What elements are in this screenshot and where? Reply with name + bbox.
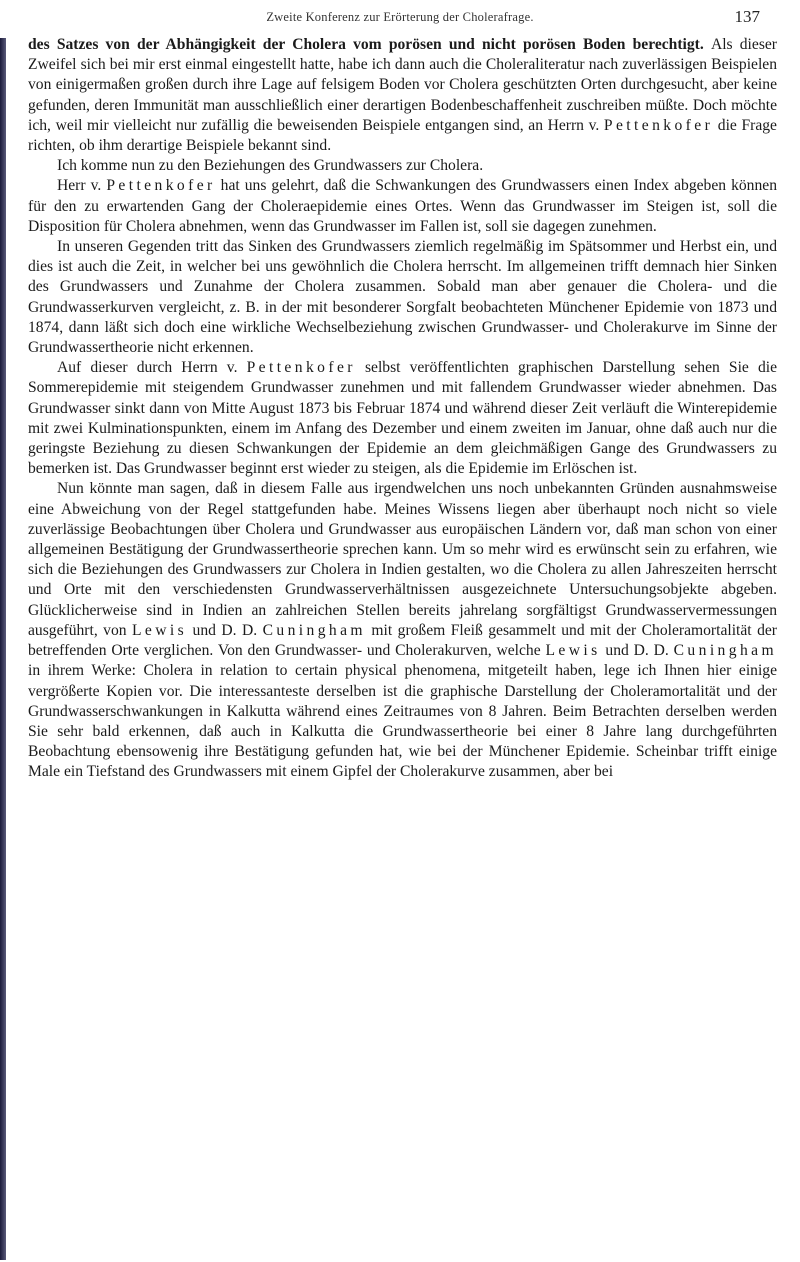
bold-phrase: des Satzes von der Abhängigkeit der Cholera vom porösen und nicht porösen Boden berechtigt. (28, 36, 711, 53)
text-run: und D. D. (187, 621, 263, 639)
text-run: hat uns gelehrt, daß die Schwankungen des Grundwassers einen Index abgeben können für den zu erwartenden Gang der Choleraepidemie eines Ortes. Wenn das Grundwasser im Steigen ist, soll die Disposition für Cholera abnehmen, wenn das Grundwasser im Fallen ist, soll sie dagegen zunehmen. (28, 177, 777, 235)
paragraph (28, 156, 777, 176)
spaced-name: Pettenkofer (603, 116, 714, 134)
spaced-name: Cuningham (262, 621, 366, 639)
page-number: 137 (734, 7, 760, 26)
text-run: Herr v. (57, 177, 107, 195)
text-run: Ich komme nun zu den Beziehungen des Grundwassers zur Cholera. (57, 157, 484, 175)
spaced-name: Pettenkofer (106, 177, 216, 195)
spaced-name: Lewis (132, 621, 188, 639)
text-run: und D. D. (600, 642, 674, 660)
text-run: die Frage richten, ob ihm derartige Beispiele bekannt sind. (28, 116, 777, 155)
spaced-name: Pettenkofer (246, 359, 356, 377)
body-text (28, 35, 777, 783)
paragraph (28, 176, 777, 237)
spaced-name: Cuningham (673, 642, 777, 660)
text-run: Nun könnte man sagen, daß in diesem Falle aus irgendwelchen uns noch unbekannten Gründen ausnahmsweise eine Abweichung von der Regel stattgefunden habe. Meines Wissens liegen aber überhaupt noch nicht so viele zuverlässige Beobachtungen über Cholera und Grundwasser aus europäischen Ländern vor, daß man schon von einer allgemeinen Bestätigung der Grundwassertheorie sprechen kann. Um so mehr wird es erwünscht sein zu erfahren, wie sich die Beziehungen des Grundwassers zur Cholera in Indien gestalten, wo die Cholera zu allen Jahreszeiten herrscht und Orte mit den verschiedensten Grundwasserverhältnissen ausgezeichnete Untersuchungsobjekte abgeben. Glücklicherweise sind in Indien an zahlreichen Stellen bereits jahrelang sorgfältigst Grundwasservermessungen ausgeführt, von (28, 480, 777, 639)
page-header (40, 7, 760, 32)
spaced-name: Lewis (545, 642, 601, 660)
text-run: mit großem Fleiß gesammelt und mit der Choleramortalität der betreffenden Orte verglichen. Von den Grundwasser- und Cholerakurven, welche (28, 621, 777, 660)
paragraph (28, 479, 777, 782)
paragraph (28, 35, 777, 156)
text-run: selbst veröffentlichten graphischen Darstellung sehen Sie die Sommerepidemie mit steigendem Grundwasser zunehmen und mit fallendem Grundwasser wieder abnehmen. Das Grundwasser sinkt dann von Mitte August 1873 bis Februar 1874 und während dieser Zeit verläuft die Winterepidemie mit zwei Kulminationspunkten, einem im Anfang des Dezember und einem zweiten im Januar, ohne daß auch nur die geringste Beziehung zu diesen Schwankungen der Epidemie an dem gleichmäßigen Gange des Grundwassers zu bemerken ist. Das Grundwasser beginnt erst wieder zu steigen, als die Epidemie im Erlöschen ist. (28, 359, 777, 478)
text-run: in ihrem Werke: Cholera in relation to certain physical phenomena, mitgeteilt haben, lege ich Ihnen hier einige vergrößerte Kopien vor. Die interessanteste derselben ist die graphische Darstellung der Choleramortalität und der Grundwasserschwankungen in Kalkutta während eines Zeitraumes von 8 Jahren. Beim Betrachten derselben werden Sie sehr bald erkennen, daß auch in Kalkutta die Grundwassertheorie bei einer 8 Jahre lang durchgeführten Beobachtung ebensowenig ihre Bestätigung gefunden hat, wie bei der Münchener Epidemie. Scheinbar trifft einige Male ein Tiefstand des Grundwassers mit einem Gipfel der Cholerakurve zusammen, aber bei (28, 662, 777, 781)
page-left-edge (0, 38, 6, 1260)
text-run: In unseren Gegenden tritt das Sinken des Grundwassers ziemlich regelmäßig im Spätsommer und Herbst ein, und dies ist auch die Zeit, in welcher bei uns gewöhnlich die Cholera herrscht. Im allgemeinen trifft demnach hier Sinken des Grundwassers und Zunahme der Cholera zusammen. Sobald man aber genauer die Cholera- und die Grundwasserkurven vergleicht, z. B. in der mit besonderer Sorgfalt beobachteten Münchener Epidemie von 1873 und 1874, dann läßt sich doch eine wirkliche Wechselbeziehung zwischen Grundwasser- und Cholerakurve im Sinne der Grundwassertheorie nicht erkennen. (28, 238, 777, 357)
text-run: Als dieser Zweifel sich bei mir erst einmal eingestellt hatte, habe ich dann auch die Choleraliteratur nach zuverlässigen Beispielen von einigermaßen großen durch ihre Lage auf felsigem Boden vor Cholera geschützten Orten durchgesucht, aber keine gefunden, deren Immunität man ausschließlich einer derartigen Bodenbeschaffenheit zuschreiben müßte. Doch möchte ich, weil mir vielleicht nur zufällig die beweisenden Beispiele entgangen sind, an Herrn v. (28, 36, 777, 134)
running-head: Zweite Konferenz zur Erörterung der Cholerafrage. (266, 10, 534, 24)
paragraph (28, 358, 777, 479)
paragraph (28, 237, 777, 358)
text-run: Auf dieser durch Herrn v. (57, 359, 247, 377)
